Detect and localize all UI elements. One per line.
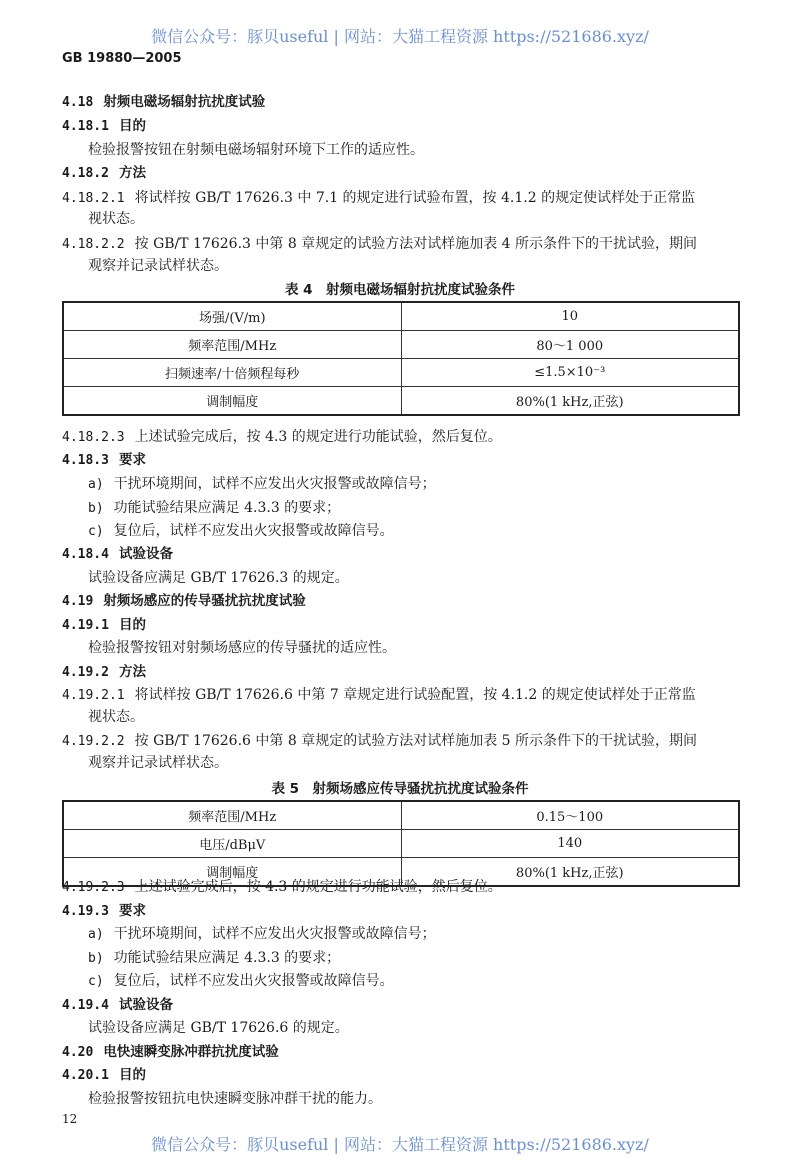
paragraph-line bbox=[88, 210, 144, 228]
section-heading bbox=[62, 451, 146, 470]
paragraph-line bbox=[62, 235, 697, 254]
clause-number: 4.18.3 bbox=[62, 453, 109, 468]
parameter-cell: 扫频速率/十倍频程每秒 bbox=[63, 359, 401, 387]
table-row bbox=[63, 858, 739, 887]
paragraph-line bbox=[88, 1019, 349, 1037]
parameter-cell: 调制幅度 bbox=[63, 387, 401, 416]
value-cell: 10 bbox=[401, 302, 739, 331]
section-heading bbox=[62, 663, 146, 682]
clause-text: 射频场感应的传导骚扰抗扰度试验 bbox=[103, 593, 306, 609]
clause-number: 4.18.2 bbox=[62, 166, 109, 181]
clause-number: 4.20 bbox=[62, 1045, 94, 1060]
parameter-cell: 调制幅度 bbox=[63, 858, 401, 887]
clause-number: 4.18.2.2 bbox=[62, 237, 125, 252]
clause-text: 检验报警按钮抗电快速瞬变脉冲群干扰的能力。 bbox=[88, 1091, 382, 1107]
clause-text: 目的 bbox=[118, 617, 146, 633]
paragraph-line bbox=[88, 949, 340, 968]
paragraph-line bbox=[62, 732, 697, 751]
clause-text: 要求 bbox=[118, 452, 146, 468]
clause-text: 目的 bbox=[118, 1067, 146, 1083]
watermark-top: 微信公众号：豚贝useful | 网站：大猫工程资源 https://521686.xyz/ bbox=[151, 27, 649, 46]
paragraph-line bbox=[88, 754, 228, 772]
clause-text: 功能试验结果应满足 4.3.3 的要求； bbox=[113, 500, 341, 516]
clause-number: 4.19 bbox=[62, 594, 94, 609]
clause-text: 检验报警按钮在射频电磁场辐射环境下工作的适应性。 bbox=[88, 142, 424, 158]
parameter-cell: 频率范围/MHz bbox=[63, 801, 401, 830]
paragraph-line bbox=[88, 475, 436, 494]
paragraph-line bbox=[88, 708, 144, 726]
section-heading bbox=[62, 592, 306, 611]
clause-number: c) bbox=[88, 974, 104, 989]
value-cell: 0.15～100 bbox=[401, 801, 739, 830]
clause-text: 方法 bbox=[118, 165, 146, 181]
value-cell: ≤1.5×10⁻³ bbox=[401, 359, 739, 387]
paragraph-line bbox=[88, 925, 436, 944]
paragraph-line bbox=[88, 639, 396, 657]
clause-number: 4.19.3 bbox=[62, 904, 109, 919]
clause-text: 按 GB/T 17626.3 中第 8 章规定的试验方法对试样施加表 4 所示条件下的干扰试验，期间 bbox=[134, 236, 698, 252]
clause-text: 按 GB/T 17626.6 中第 8 章规定的试验方法对试样施加表 5 所示条件下的干扰试验，期间 bbox=[134, 733, 698, 749]
clause-text: 视状态。 bbox=[88, 709, 144, 725]
table-row bbox=[63, 387, 739, 416]
clause-number: 4.19.4 bbox=[62, 998, 109, 1013]
paragraph-line bbox=[62, 686, 696, 705]
section-heading bbox=[62, 545, 173, 564]
clause-number: 4.18.4 bbox=[62, 547, 109, 562]
paragraph-line bbox=[62, 428, 502, 447]
clause-number: 4.18.2.3 bbox=[62, 430, 125, 445]
watermark-bottom: 微信公众号：豚贝useful | 网站：大猫工程资源 https://521686.xyz/ bbox=[151, 1135, 649, 1154]
table4-caption: 表 4 射频电磁场辐射抗扰度试验条件 bbox=[284, 282, 516, 298]
section-heading bbox=[62, 93, 265, 112]
clause-number: a) bbox=[88, 927, 104, 942]
clause-text: 复位后，试样不应发出火灾报警或故障信号。 bbox=[113, 973, 394, 989]
section-heading bbox=[62, 1043, 279, 1062]
standard-number: GB 19880—2005 bbox=[62, 51, 182, 66]
clause-number: 4.19.2 bbox=[62, 665, 109, 680]
value-cell: 80%(1 kHz,正弦) bbox=[401, 858, 739, 887]
section-heading bbox=[62, 996, 173, 1015]
clause-text: 将试样按 GB/T 17626.6 中第 7 章规定进行试验配置，按 4.1.2 的规定使试样处于正常监 bbox=[134, 687, 696, 703]
section-heading bbox=[62, 1066, 146, 1085]
section-heading bbox=[62, 616, 146, 635]
paragraph-line bbox=[88, 972, 394, 991]
clause-text: 上述试验完成后，按 4.3 的规定进行功能试验，然后复位。 bbox=[134, 429, 502, 445]
table-row bbox=[63, 801, 739, 830]
paragraph-line bbox=[88, 522, 394, 541]
clause-text: 射频电磁场辐射抗扰度试验 bbox=[103, 94, 266, 110]
clause-text: 功能试验结果应满足 4.3.3 的要求； bbox=[113, 950, 341, 966]
table-row bbox=[63, 302, 739, 331]
table-row bbox=[63, 359, 739, 387]
paragraph-line bbox=[88, 257, 228, 275]
clause-text: 要求 bbox=[118, 903, 146, 919]
clause-number: 4.19.2.3 bbox=[62, 880, 125, 895]
paragraph-line bbox=[88, 499, 340, 518]
clause-number: a) bbox=[88, 477, 104, 492]
parameter-cell: 场强/(V/m) bbox=[63, 302, 401, 331]
paragraph-line bbox=[62, 189, 695, 208]
clause-text: 观察并记录试样状态。 bbox=[88, 755, 228, 771]
table-row bbox=[63, 331, 739, 359]
table5-caption: 表 5 射频场感应传导骚扰抗扰度试验条件 bbox=[271, 781, 529, 797]
table-row bbox=[63, 830, 739, 858]
clause-text: 复位后，试样不应发出火灾报警或故障信号。 bbox=[113, 523, 394, 539]
paragraph-line bbox=[88, 569, 349, 587]
clause-text: 上述试验完成后，按 4.3 的规定进行功能试验，然后复位。 bbox=[134, 879, 502, 895]
value-cell: 80～1 000 bbox=[401, 331, 739, 359]
page-number: 12 bbox=[62, 1112, 78, 1126]
clause-text: 试验设备 bbox=[118, 546, 173, 562]
value-cell: 80%(1 kHz,正弦) bbox=[401, 387, 739, 416]
clause-text: 观察并记录试样状态。 bbox=[88, 258, 228, 274]
parameter-cell: 频率范围/MHz bbox=[63, 331, 401, 359]
clause-text: 视状态。 bbox=[88, 211, 144, 227]
clause-text: 检验报警按钮对射频场感应的传导骚扰的适应性。 bbox=[88, 640, 396, 656]
clause-number: 4.18.2.1 bbox=[62, 191, 125, 206]
section-heading bbox=[62, 117, 146, 136]
clause-number: b) bbox=[88, 951, 104, 966]
parameter-cell: 电压/dBμV bbox=[63, 830, 401, 858]
clause-number: 4.18.1 bbox=[62, 119, 109, 134]
value-cell: 140 bbox=[401, 830, 739, 858]
section-heading bbox=[62, 902, 146, 921]
clause-text: 试验设备 bbox=[118, 997, 173, 1013]
section-heading bbox=[62, 164, 146, 183]
clause-text: 方法 bbox=[118, 664, 146, 680]
clause-number: 4.19.1 bbox=[62, 618, 109, 633]
clause-number: 4.18 bbox=[62, 95, 94, 110]
clause-text: 干扰环境期间，试样不应发出火灾报警或故障信号； bbox=[113, 476, 436, 492]
clause-number: b) bbox=[88, 501, 104, 516]
table5 bbox=[62, 800, 740, 887]
paragraph-line bbox=[88, 1090, 382, 1108]
clause-number: c) bbox=[88, 524, 104, 539]
paragraph-line bbox=[88, 141, 424, 159]
clause-text: 干扰环境期间，试样不应发出火灾报警或故障信号； bbox=[113, 926, 436, 942]
clause-text: 电快速瞬变脉冲群抗扰度试验 bbox=[103, 1044, 279, 1060]
clause-number: 4.19.2.1 bbox=[62, 688, 125, 703]
table4 bbox=[62, 301, 740, 416]
clause-text: 将试样按 GB/T 17626.3 中 7.1 的规定进行试验布置，按 4.1.2 的规定使试样处于正常监 bbox=[134, 190, 696, 206]
clause-text: 试验设备应满足 GB/T 17626.3 的规定。 bbox=[88, 570, 349, 586]
clause-number: 4.20.1 bbox=[62, 1068, 109, 1083]
clause-text: 试验设备应满足 GB/T 17626.6 的规定。 bbox=[88, 1020, 349, 1036]
clause-text: 目的 bbox=[118, 118, 146, 134]
clause-number: 4.19.2.2 bbox=[62, 734, 125, 749]
